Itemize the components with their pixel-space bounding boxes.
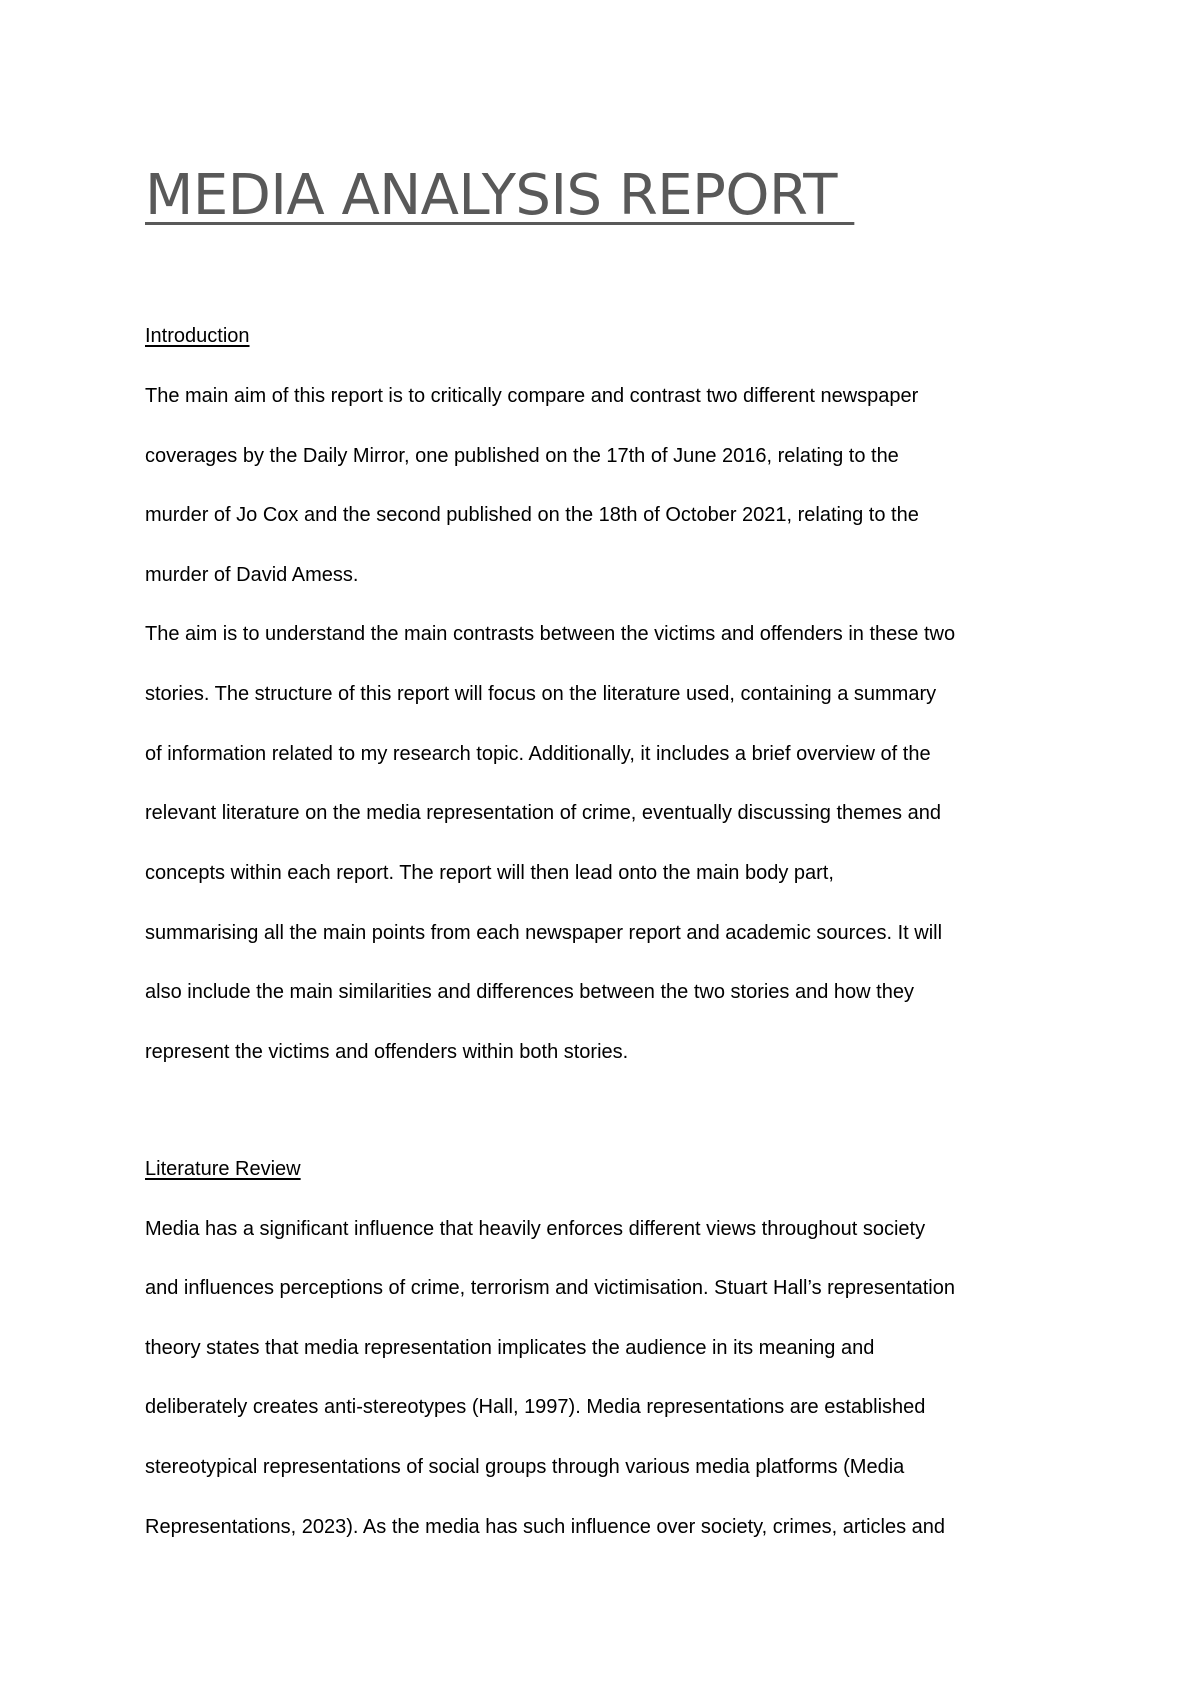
paragraph-line: The aim is to understand the main contrasts between the victims and offenders in these two xyxy=(145,623,956,645)
paragraph-line: Representations, 2023). As the media has such influence over society, crimes, articles and xyxy=(145,1516,946,1538)
paragraph-line: stereotypical representations of social groups through various media platforms (Media xyxy=(145,1456,905,1478)
paragraph-line: also include the main similarities and differences between the two stories and how they xyxy=(145,981,914,1003)
paragraph-line: The main aim of this report is to critically compare and contrast two different newspaper xyxy=(145,385,919,407)
paragraph-line: stories. The structure of this report will focus on the literature used, containing a summary xyxy=(145,683,937,705)
paragraph-line: of information related to my research topic. Additionally, it includes a brief overview of the xyxy=(145,743,931,765)
section-heading-introduction: Introduction xyxy=(145,325,250,347)
paragraph-line: represent the victims and offenders within both stories. xyxy=(145,1041,629,1063)
paragraph-line: deliberately creates anti-stereotypes (Hall, 1997). Media representations are established xyxy=(145,1396,926,1418)
section-heading-literature-review: Literature Review xyxy=(145,1158,301,1180)
paragraph-line: summarising all the main points from each newspaper report and academic sources. It will xyxy=(145,922,943,944)
paragraph-line: Media has a significant influence that heavily enforces different views throughout society xyxy=(145,1218,926,1240)
document-title: MEDIA ANALYSIS REPORT xyxy=(145,163,855,228)
paragraph-line: murder of David Amess. xyxy=(145,564,359,586)
paragraph-line: and influences perceptions of crime, terrorism and victimisation. Stuart Hall’s representation xyxy=(145,1277,955,1299)
paragraph-line: murder of Jo Cox and the second published on the 18th of October 2021, relating to the xyxy=(145,504,919,526)
paragraph-line: theory states that media representation implicates the audience in its meaning and xyxy=(145,1337,875,1359)
paragraph-line: coverages by the Daily Mirror, one published on the 17th of June 2016, relating to the xyxy=(145,445,899,467)
paragraph-line: concepts within each report. The report will then lead onto the main body part, xyxy=(145,862,834,884)
paragraph-line: relevant literature on the media representation of crime, eventually discussing themes and xyxy=(145,802,941,824)
